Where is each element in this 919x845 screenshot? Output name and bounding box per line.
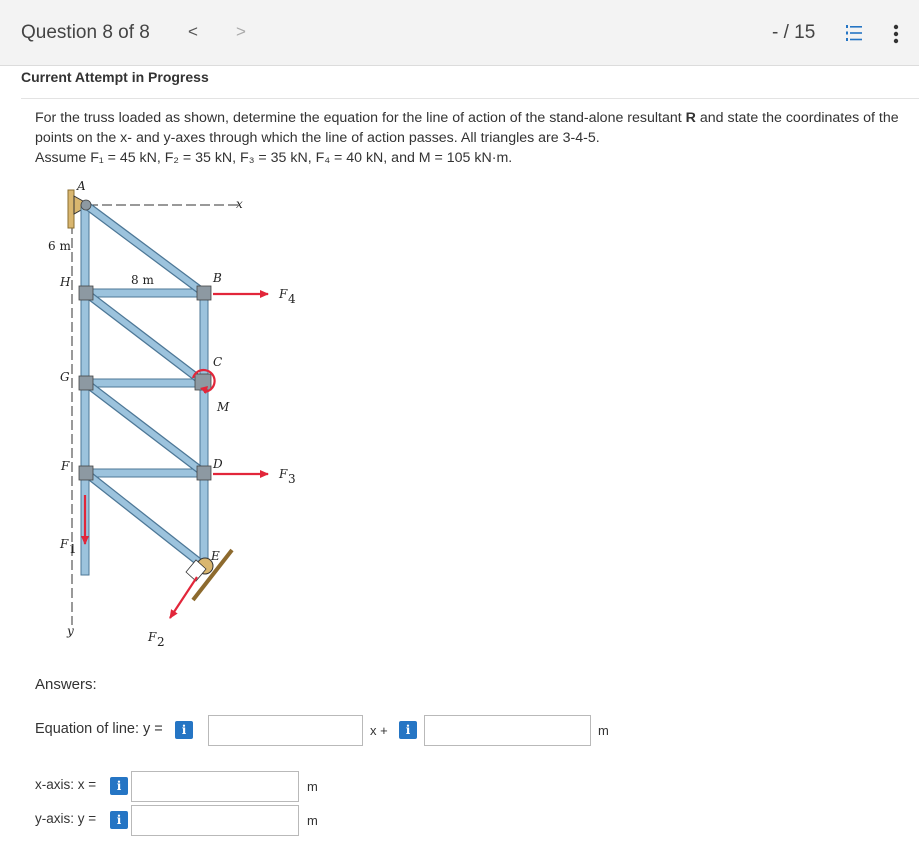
question-header <box>0 0 919 66</box>
label-y-axis: y <box>67 624 74 638</box>
y-axis-label: y-axis: y = <box>35 811 97 826</box>
info-icon-intercept[interactable]: i <box>399 721 417 739</box>
info-icon-y-axis[interactable]: i <box>110 811 128 829</box>
label-f1: F <box>60 537 69 551</box>
label-f2: F <box>148 630 157 644</box>
label-e: E <box>211 549 220 563</box>
x-plus-label: x + <box>370 723 388 738</box>
label-m: M <box>217 400 230 414</box>
dimension-6m: 6 m <box>48 239 71 253</box>
problem-line-1: For the truss loaded as shown, determine the equation for the line of action of the stand-alone resultant R and state the coordinates of the points on the x- and y-axes through which the line of action passes. All triangles are 3-4-5. <box>35 110 899 146</box>
dimension-8m: 8 m <box>131 273 154 287</box>
attempt-status: Current Attempt in Progress <box>21 69 209 85</box>
problem-statement <box>35 108 915 168</box>
label-f4: F <box>279 287 288 301</box>
label-f: F <box>61 459 70 473</box>
label-d: D <box>213 457 223 471</box>
y-axis-input[interactable] <box>131 805 299 836</box>
wall-support <box>68 190 74 228</box>
label-c: C <box>213 355 223 369</box>
truss-figure <box>35 172 305 662</box>
slope-input[interactable] <box>208 715 363 746</box>
question-title: Question 8 of 8 <box>21 22 150 43</box>
problem-line-2: Assume F₁ = 45 kN, F₂ = 35 kN, F₃ = 35 kN, F₄ = 40 kN, and M = 105 kN·m. <box>35 150 513 166</box>
x-axis-label: x-axis: x = <box>35 777 97 792</box>
label-f2-subscript: 2 <box>157 635 165 649</box>
label-f1-subscript: 1 <box>69 542 77 556</box>
info-icon-slope[interactable]: i <box>175 721 193 739</box>
vertical-ellipsis-icon[interactable] <box>893 24 899 44</box>
unit-m-equation: m <box>598 723 609 738</box>
x-axis-input[interactable] <box>131 771 299 802</box>
intercept-input[interactable] <box>424 715 591 746</box>
label-f3: F <box>279 467 288 481</box>
section-divider <box>21 98 919 99</box>
label-f3-subscript: 3 <box>288 472 296 486</box>
unit-m-y-axis: m <box>307 813 318 828</box>
label-g: G <box>60 370 70 384</box>
label-b: B <box>213 271 222 285</box>
previous-question-button[interactable]: < <box>188 22 198 41</box>
label-a: A <box>77 179 86 193</box>
unit-m-x-axis: m <box>307 779 318 794</box>
label-x-axis: x <box>236 197 243 211</box>
score-display: - / 15 <box>772 22 816 43</box>
info-icon-x-axis[interactable]: i <box>110 777 128 795</box>
next-question-button[interactable]: > <box>236 22 246 41</box>
equation-label: Equation of line: y = <box>35 721 163 737</box>
answers-heading: Answers: <box>35 676 97 693</box>
label-h: H <box>60 275 71 289</box>
numbered-list-icon[interactable] <box>846 24 862 42</box>
label-f4-subscript: 4 <box>288 292 296 306</box>
